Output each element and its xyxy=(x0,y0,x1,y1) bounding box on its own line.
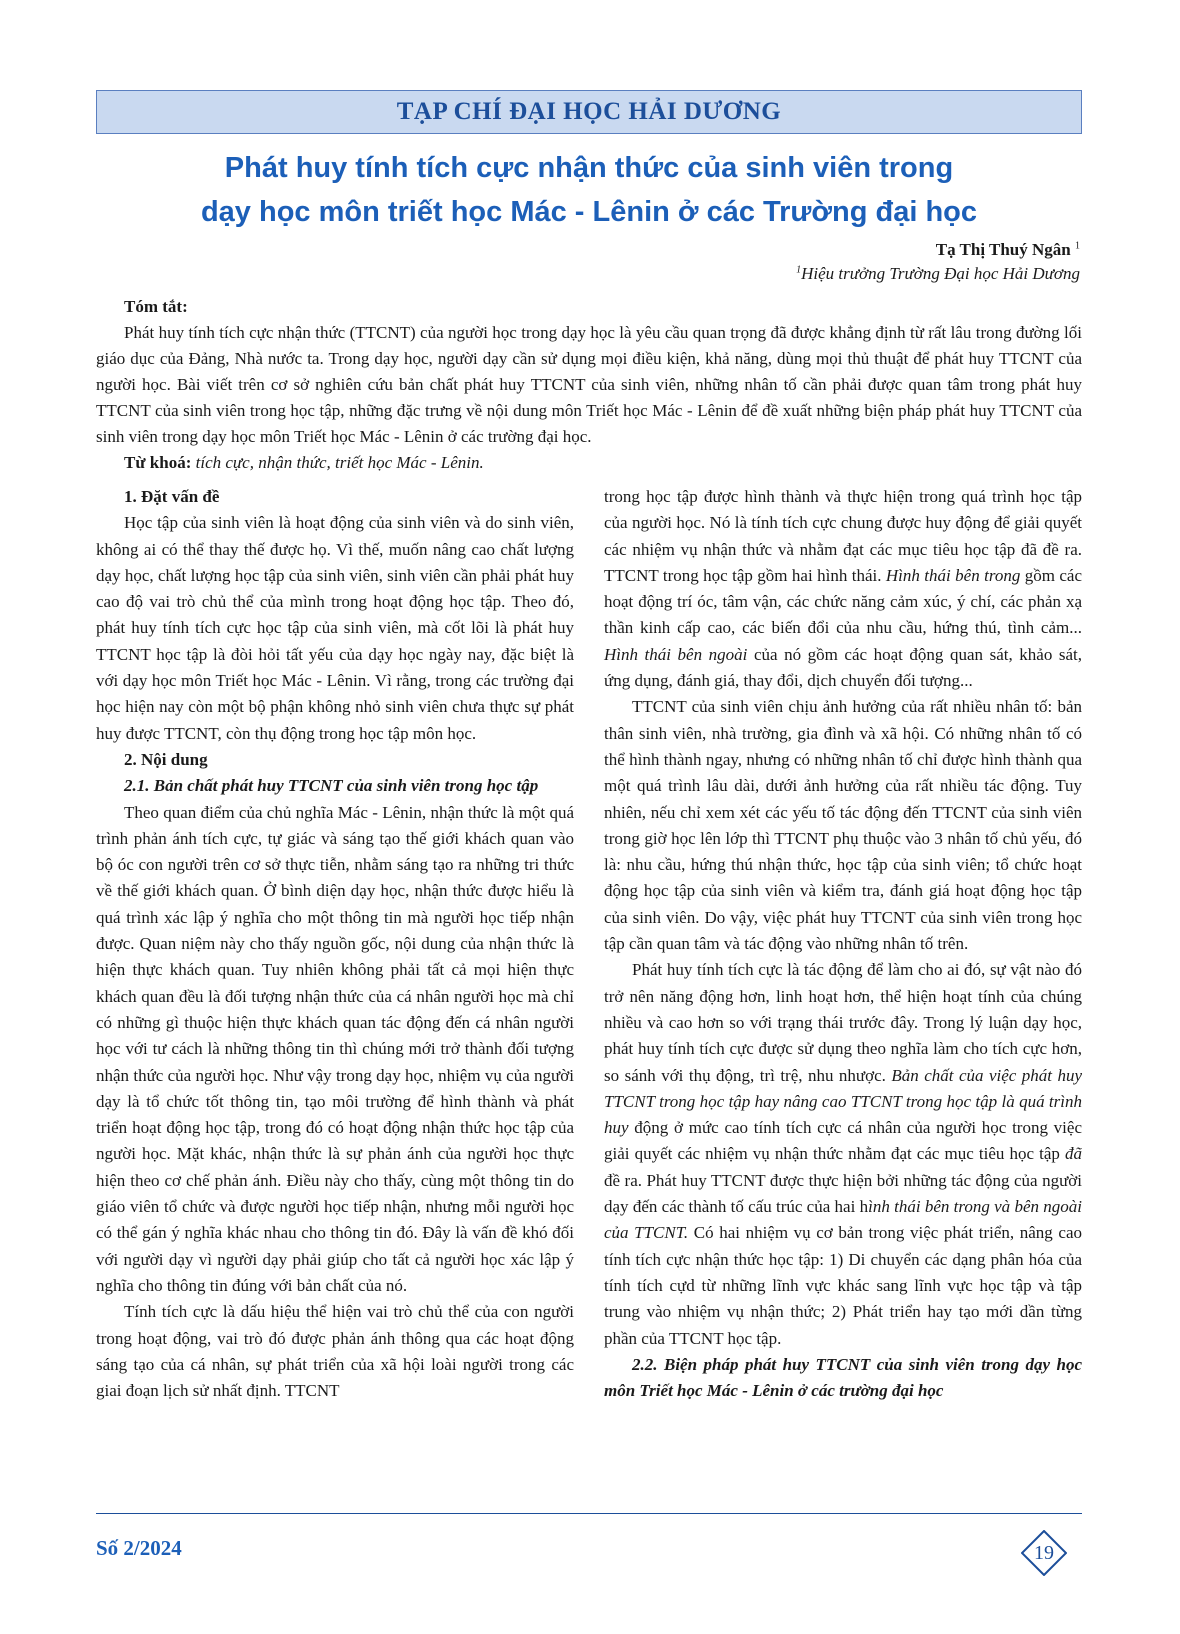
heading-2-2: 2.2. Biện pháp phát huy TTCNT của sinh viên trong dạy học môn Triết học Mác - Lênin ở các trường đại học xyxy=(604,1354,1082,1401)
italic-run: đã xyxy=(1065,1144,1082,1164)
article-title xyxy=(96,146,1082,234)
paragraph-activeness: Tính tích cực là dấu hiệu thể hiện vai trò chủ thể của con người trong hoạt động, vai trò đó được phản ánh thông qua các hoạt động sáng tạo của cá nhân, sự phát triển của xã hội loài người trong các giai đoạn lịch sử nhất định. TTCNT xyxy=(96,1302,574,1401)
heading-2-1: 2.1. Bản chất phát huy TTCNT của sinh viên trong học tập xyxy=(124,776,539,796)
paragraph-promotion xyxy=(604,957,1082,1351)
text-run: trong học tập được hình thành và thực hiện trong quá trình học tập của người học. Nó là tính tích cực chung được huy động để giải quyết các nhiệm vụ nhận thức và nhằm đạt các mục tiêu học tập đã đề ra. TTCNT trong học tập gồm hai hình thái. xyxy=(604,487,1082,585)
text-run: Có hai nhiệm vụ cơ bản trong việc phát triển, nâng cao tính tích cực nhận thức học tập: 1) Di chuyển các dạng phân hóa của tính tích cựd từ những lĩnh vực khác sang lĩnh vực học tập và tập trung vào nhiệm vụ nhận thức; 2) Phát triển hay tạo mới dần từng phần của TTCNT học tập. xyxy=(604,1223,1082,1348)
author-name: Tạ Thị Thuý Ngân xyxy=(935,240,1071,259)
keywords xyxy=(96,450,1082,476)
title-line-2: dạy học môn triết học Mác - Lênin ở các Trường đại học xyxy=(200,196,978,228)
abstract-label: Tóm tắt: xyxy=(124,297,188,316)
author-sup: 1 xyxy=(1075,240,1080,252)
italic-run: Hình thái bên trong xyxy=(885,565,1021,585)
abstract xyxy=(96,294,1082,476)
author xyxy=(936,240,1080,260)
paragraph-forms xyxy=(604,484,1082,694)
text-run: đề ra. Phát huy TTCNT được thực hiện bởi những tác động của người dạy đến các thành tố cấu trúc của hai h xyxy=(604,1170,1082,1217)
footer-divider xyxy=(96,1513,1082,1514)
affiliation-text: Hiệu trưởng Trường Đại học Hải Dương xyxy=(801,264,1080,283)
text-run: của nó gồm các hoạt động quan sát, khảo sát, ứng dụng, đánh giá, thay đổi, dịch chuyển đối tượng... xyxy=(604,644,1083,691)
heading-2: 2. Nội dung xyxy=(124,749,208,769)
italic-run: Bản chất của việc phát huy TTCNT trong học tập hay nâng cao TTCNT trong học tập là quá trình huy xyxy=(604,1065,1083,1138)
affiliation-sup: 1 xyxy=(796,264,802,276)
keywords-label: Từ khoá: xyxy=(124,453,192,472)
heading-1: 1. Đặt vấn đề xyxy=(124,487,220,506)
journal-header: TẠP CHÍ ĐẠI HỌC HẢI DƯƠNG xyxy=(96,90,1082,134)
left-column xyxy=(96,484,574,1404)
paragraph-factors: TTCNT của sinh viên chịu ảnh hưởng của rất nhiều nhân tố: bản thân sinh viên, nhà trường, gia đình và xã hội. Có những nhân tố có thể hình thành ngay, nhưng có những nhân tố chỉ được hình thành qua một quá trình lâu dài, dưới ảnh hưởng của rất nhiều tác động. Tuy nhiên, nếu chỉ xem xét các yếu tố tác động đến TTCNT của sinh viên trong giờ học lên lớp thì TTCNT phụ thuộc vào 3 nhân tố chủ yếu, đó là: nhu cầu, hứng thú nhận thức, học tập của sinh viên; tổ chức hoạt động học tập của sinh viên và kiểm tra, đánh giá hoạt động học tập của sinh viên. Do vậy, việc phát huy TTCNT của sinh viên trong học tập cần quan tâm và tác động vào những nhân tố trên. xyxy=(604,697,1082,954)
issue-number: Số 2/2024 xyxy=(96,1536,182,1560)
paragraph-nature: Theo quan điểm của chủ nghĩa Mác - Lênin, nhận thức là một quá trình phản ánh tích cực, tự giác và sáng tạo thế giới khách quan vào bộ óc con người trên cơ sở thực tiễn, nhằm sáng tạo ra những tri thức về thế giới khách quan. Ở bình diện dạy học, nhận thức được hiểu là quá trình xác lập ý nghĩa cho một thông tin mà người học tiếp nhận được. Quan niệm này cho thấy nguồn gốc, nội dung của nhận thức là hiện thực khách quan. Tuy nhiên không phải tất cả mọi hiện thực khách quan đều là đối tượng nhận thức của cá nhân người học mà chỉ có những gì thuộc hiện thực khách quan tác động đến cá nhân người học với tư cách là những thông tin thì chúng mới trở thành đối tượng nhận thức của người học. Như vậy trong dạy học, nhiệm vụ của người dạy là tổ chức tốt thông tin, tạo môi trường để hình thành và phát triển hoạt động học tập, trong đó có hoạt động nhận thức học tập của người học. Mặt khác, nhận thức là sự phản ánh của người học thực hiện theo cơ chế phản ánh. Điều này cho thấy, cùng một thông tin do giáo viên tổ chức và được người học tiếp nhận, nhưng mỗi người học có thể gán ý nghĩa khác nhau cho thông tin đó. Đây là vấn đề khó đối với người dạy vì người dạy phải giúp cho tất cả người học xác lập ý nghĩa cho thông tin đúng với bản chất của nó. xyxy=(96,802,574,1295)
right-column xyxy=(604,484,1082,1404)
text-run: gồm các hoạt động trí óc, tâm vận, các chức năng cảm xúc, ý chí, các phản xạ thần kinh cấp cao, các biến đổi của nhu cầu, hứng thú, tình cảm... xyxy=(604,565,1083,638)
abstract-text: Phát huy tính tích cực nhận thức (TTCNT) của người học trong dạy học là yêu cầu quan trọng đã được khẳng định từ rất lâu trong đường lối giáo dục của Đảng, Nhà nước ta. Trong dạy học, người dạy cần sử dụng mọi điều kiện, khả năng, dùng mọi thủ thuật để phát huy TTCNT của người học. Bài viết trên cơ sở nghiên cứu bản chất phát huy TTCNT của sinh viên, những nhân tố cần phải được quan tâm trong phát huy TTCNT của sinh viên trong học tập, những đặc trưng về nội dung môn Triết học Mác - Lênin để đề xuất những biện pháp phát huy TTCNT của sinh viên trong dạy học môn Triết học Mác - Lênin ở các trường đại học. xyxy=(96,323,1082,446)
title-line-1: Phát huy tính tích cực nhận thức của sinh viên trong xyxy=(224,152,954,184)
text-run: Phát huy tính tích cực là tác động để làm cho ai đó, sự vật nào đó trở nên năng động hơn, linh hoạt hơn, thể hiện hoạt tính của chúng nhiều và cao hơn so với trạng thái trước đây. Trong lý luận dạy học, phát huy tính tích cực được sử dụng theo nghĩa làm cho tích cực hơn, so sánh với thụ động, trì trệ, nhu nhược. xyxy=(604,960,1082,1085)
text-run: động ở mức cao tính tích cực cá nhân của người học trong việc giải quyết các nhiệm vụ nhận thức nhằm đạt các mục tiêu học tập xyxy=(604,1118,1082,1164)
page-number: 19 xyxy=(1034,1541,1054,1564)
paragraph-intro: Học tập của sinh viên là hoạt động của sinh viên và do sinh viên, không ai có thể thay thế được họ. Vì thế, muốn nâng cao chất lượng dạy học, chất lượng học tập của sinh viên, sinh viên cần phải phát huy cao độ vai trò chủ thể của mình trong hoạt động học tập. Theo đó, phát huy tính tích cực học tập của sinh viên, mà cốt lõi là phát huy TTCNT học tập là đòi hỏi tất yếu của dạy học ngày nay, đặc biệt là với dạy học môn Triết học Mác - Lênin. Vì rằng, trong các trường đại học hiện nay còn một bộ phận không nhỏ sinh viên chưa thực sự phát huy được TTCNT, còn thụ động trong học tập môn học. xyxy=(96,513,574,743)
italic-run: ình thái bên trong và bên ngoài của TTCNT. xyxy=(604,1197,1082,1243)
affiliation xyxy=(796,264,1080,284)
keywords-text: tích cực, nhận thức, triết học Mác - Lênin. xyxy=(195,453,484,472)
italic-run: Hình thái bên ngoài xyxy=(604,644,748,664)
